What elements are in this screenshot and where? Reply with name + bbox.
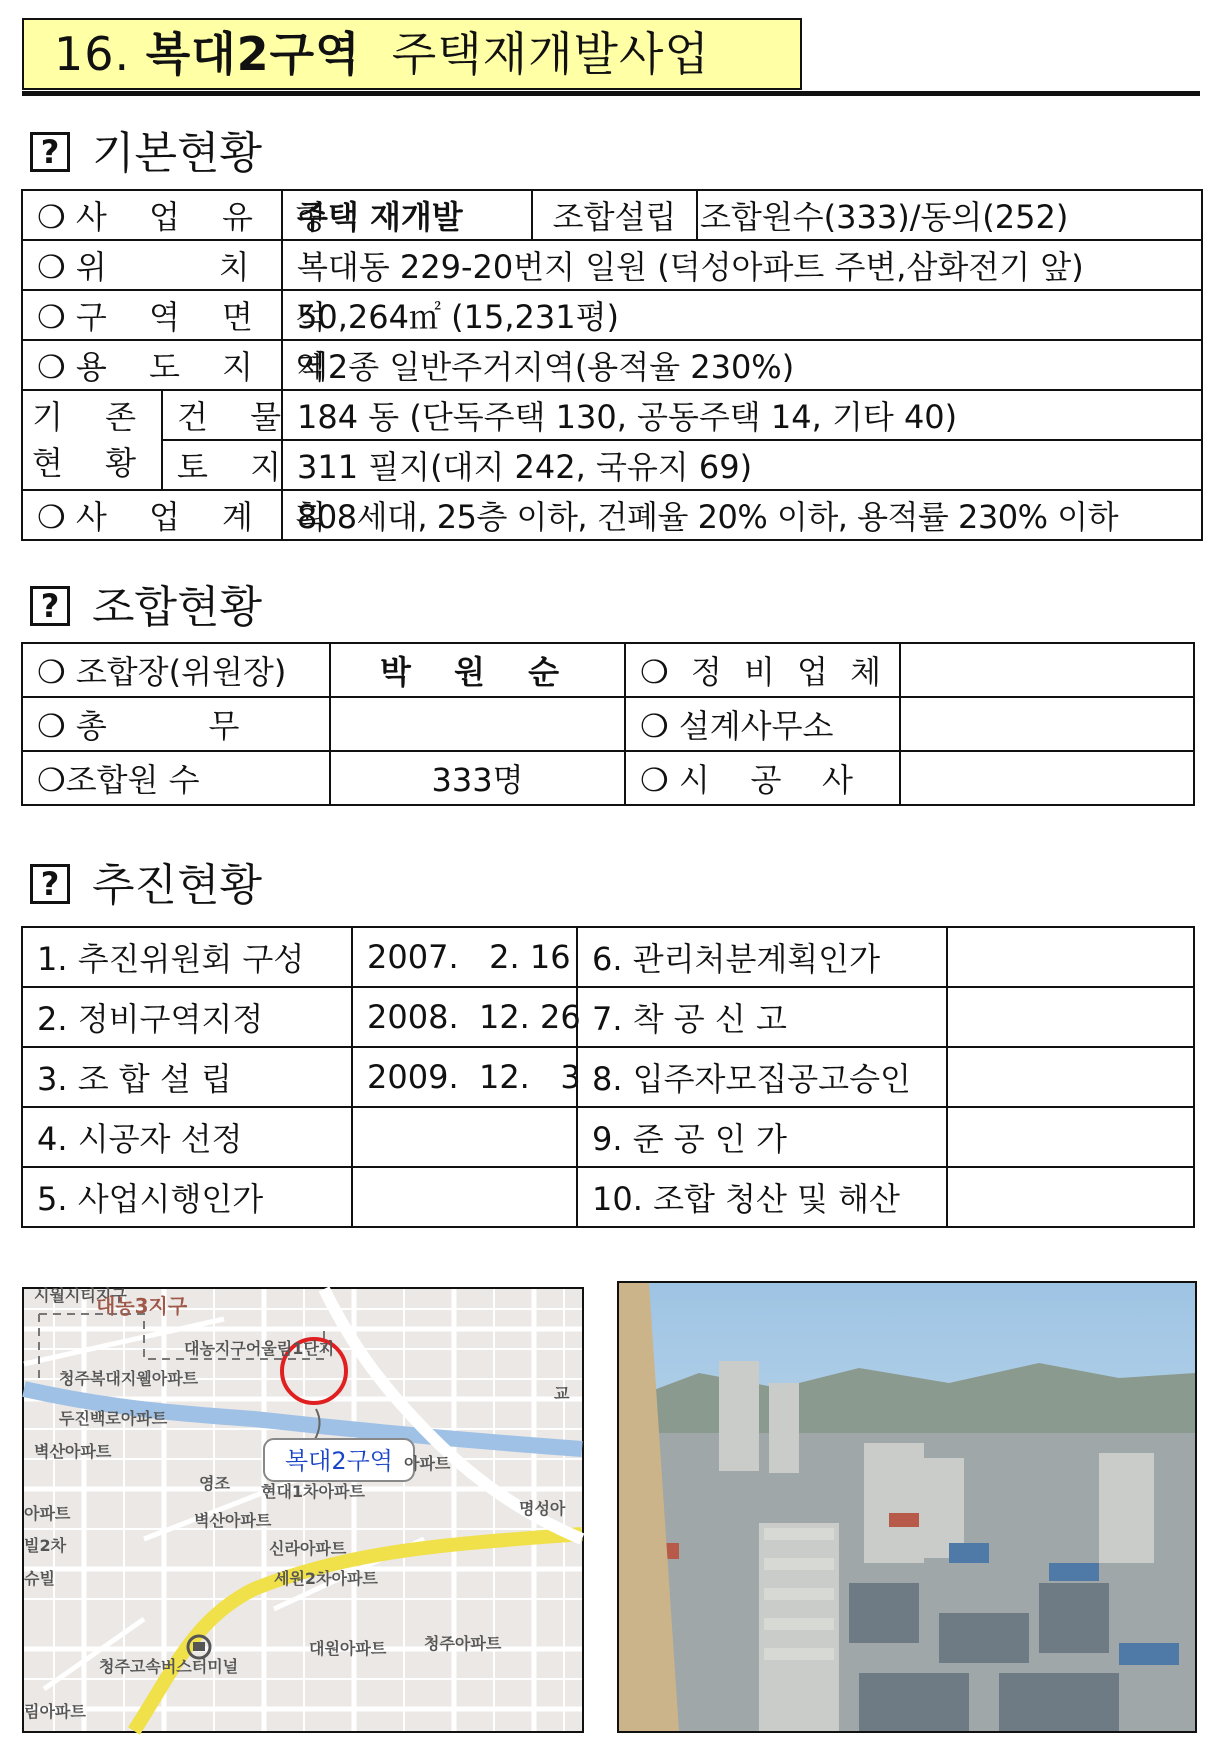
plan-value: 808세대, 25층 이하, 건폐율 20% 이하, 용적률 230% 이하	[282, 490, 1202, 540]
svg-text:아파트: 아파트	[24, 1504, 71, 1523]
progress-step-date	[947, 987, 1194, 1047]
existing-label: 기 존 현 황	[22, 390, 162, 490]
svg-text:벽산아파트: 벽산아파트	[34, 1442, 112, 1461]
svg-text:교: 교	[554, 1384, 570, 1403]
zoning-value: 제2종 일반주거지역(용적율 230%)	[282, 340, 1202, 390]
city-photo-illustration	[619, 1283, 1195, 1731]
svg-text:벽산아파트: 벽산아파트	[194, 1511, 272, 1530]
design-label: ❍ 설계사무소	[625, 697, 900, 751]
area-photo	[617, 1281, 1197, 1733]
title-number: 16.	[54, 27, 131, 81]
table-row	[22, 190, 1202, 240]
progress-step-label: 7. 착 공 신 고	[577, 987, 947, 1047]
table-row	[22, 390, 1202, 440]
svg-text:대농지구어울림1단지: 대농지구어울림1단지	[184, 1339, 335, 1358]
union-info-table	[21, 642, 1195, 806]
progress-step-label: 5. 사업시행인가	[22, 1167, 352, 1227]
svg-text:명성아: 명성아	[519, 1499, 566, 1518]
members-label: ❍조합원 수	[22, 751, 330, 805]
map-callout: 복대2구역	[284, 1447, 394, 1475]
progress-step-label: 8. 입주자모집공고승인	[577, 1047, 947, 1107]
progress-step-date: 2008. 12. 26	[352, 987, 577, 1047]
table-row	[22, 1047, 1194, 1107]
type-label: ❍ 사 업 유 형	[22, 190, 282, 240]
table-row	[22, 440, 1202, 490]
question-box-icon: ?	[30, 586, 70, 626]
svg-text:림아파트: 림아파트	[24, 1702, 86, 1721]
svg-text:대원아파트: 대원아파트	[309, 1639, 387, 1658]
title-name: 복대2구역	[145, 27, 361, 81]
union-est-value: 조합원수(333)/동의(252)	[697, 190, 1202, 240]
progress-step-date	[947, 927, 1194, 987]
members-value: 333명	[330, 751, 625, 805]
table-row	[22, 240, 1202, 290]
svg-text:신라아파트: 신라아파트	[269, 1539, 347, 1558]
table-row	[22, 643, 1194, 697]
location-label: ❍ 위 치	[22, 240, 282, 290]
type-value: 주택 재개발	[282, 190, 532, 240]
section-heading-union: ? 조합현황	[30, 578, 262, 638]
table-row	[22, 1107, 1194, 1167]
table-row	[22, 927, 1194, 987]
basic-info-table	[21, 189, 1203, 541]
table-row	[22, 1167, 1194, 1227]
document-title	[22, 18, 802, 90]
location-map	[22, 1287, 584, 1733]
progress-step-label: 4. 시공자 선정	[22, 1107, 352, 1167]
location-value: 복대동 229-20번지 일원 (덕성아파트 주변,삼화전기 앞)	[282, 240, 1202, 290]
progress-step-label: 6. 관리처분계획인가	[577, 927, 947, 987]
zoning-label: ❍ 용 도 지 역	[22, 340, 282, 390]
map-graphic	[24, 1286, 582, 1731]
svg-text:청주아파트: 청주아파트	[424, 1634, 502, 1653]
general-label: ❍ 총 무	[22, 697, 330, 751]
svg-text:두진백로아파트: 두진백로아파트	[59, 1409, 168, 1428]
table-row	[22, 697, 1194, 751]
section-heading-basic: ? 기본현황	[30, 124, 262, 184]
chair-label: ❍ 조합장(위원장)	[22, 643, 330, 697]
svg-text:시월시티지구: 시월시티지구	[34, 1286, 127, 1305]
progress-step-date	[947, 1167, 1194, 1227]
union-est-label: 조합설립	[532, 190, 697, 240]
title-project: 주택재개발사업	[391, 27, 710, 81]
svg-text:빌2차: 빌2차	[24, 1536, 67, 1555]
builder-value	[900, 751, 1194, 805]
progress-step-date	[947, 1047, 1194, 1107]
question-box-icon: ?	[30, 132, 70, 172]
table-row	[22, 751, 1194, 805]
title-underline	[22, 91, 1200, 96]
land-label: 토 지	[162, 440, 282, 490]
progress-step-date	[352, 1107, 577, 1167]
section-heading-progress: ? 추진현황	[30, 856, 262, 916]
progress-step-date	[947, 1107, 1194, 1167]
building-value: 184 동 (단독주택 130, 공동주택 14, 기타 40)	[282, 390, 1202, 440]
design-value	[900, 697, 1194, 751]
progress-step-label: 10. 조합 청산 및 해산	[577, 1167, 947, 1227]
progress-step-label: 3. 조 합 설 립	[22, 1047, 352, 1107]
svg-text:청주복대지웰아파트: 청주복대지웰아파트	[59, 1369, 199, 1388]
question-box-icon: ?	[30, 864, 70, 904]
plan-label: ❍ 사 업 계 획	[22, 490, 282, 540]
progress-step-label: 9. 준 공 인 가	[577, 1107, 947, 1167]
progress-step-date	[352, 1167, 577, 1227]
area-label: ❍ 구 역 면 적	[22, 290, 282, 340]
table-row	[22, 987, 1194, 1047]
progress-step-date: 2009. 12. 3	[352, 1047, 577, 1107]
land-value: 311 필지(대지 242, 국유지 69)	[282, 440, 1202, 490]
chair-value: 박 원 순	[330, 643, 625, 697]
builder-label: ❍ 시 공 사	[625, 751, 900, 805]
svg-text:슈빌: 슈빌	[24, 1569, 55, 1588]
table-row	[22, 340, 1202, 390]
progress-table	[21, 926, 1195, 1228]
table-row	[22, 290, 1202, 340]
svg-text:청주고속버스터미널: 청주고속버스터미널	[99, 1657, 239, 1676]
contractor-label: ❍ 정 비 업 체	[625, 643, 900, 697]
progress-step-label: 1. 추진위원회 구성	[22, 927, 352, 987]
svg-text:현대1차아파트: 현대1차아파트	[261, 1482, 365, 1501]
svg-text:세원2차아파트: 세원2차아파트	[274, 1569, 378, 1588]
progress-step-label: 2. 정비구역지정	[22, 987, 352, 1047]
table-row	[22, 490, 1202, 540]
svg-text:아파트: 아파트	[404, 1454, 451, 1473]
contractor-value	[900, 643, 1194, 697]
progress-step-date: 2007. 2. 16	[352, 927, 577, 987]
building-label: 건 물	[162, 390, 282, 440]
general-value	[330, 697, 625, 751]
svg-text:대농3지구: 대농3지구	[96, 1294, 188, 1318]
area-value: 50,264㎡ (15,231평)	[282, 290, 1202, 340]
svg-text:영조: 영조	[199, 1474, 230, 1493]
